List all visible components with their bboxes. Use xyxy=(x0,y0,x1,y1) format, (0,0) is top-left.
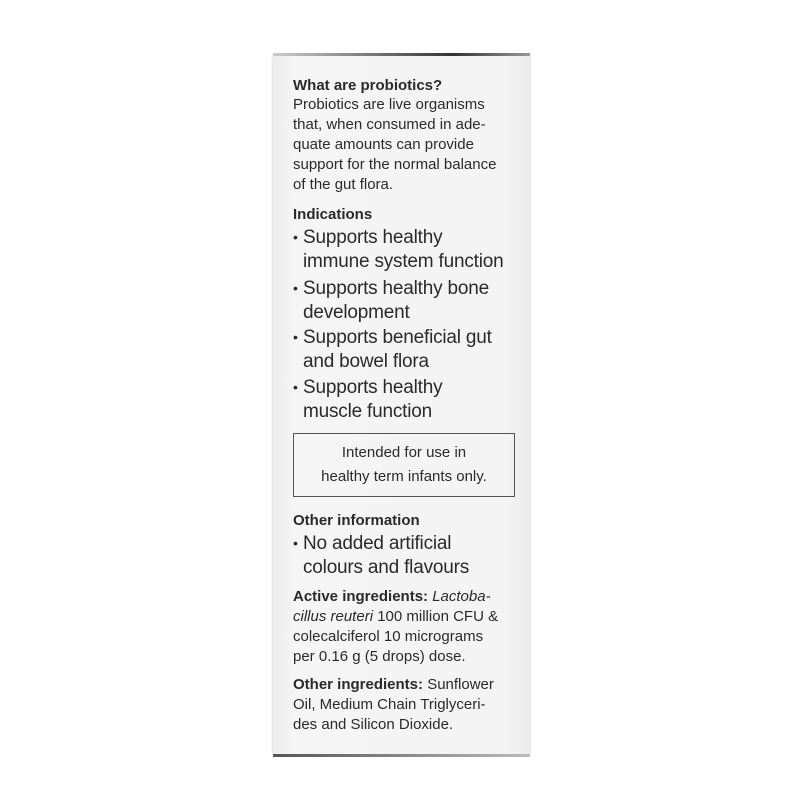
indications-heading: Indications xyxy=(293,206,373,223)
text-line: • Supports beneficial gut xyxy=(303,326,492,350)
active-ingredients xyxy=(293,587,498,667)
active-ingredients-label: Active ingredients: xyxy=(293,588,429,605)
text-line: of the gut flora. xyxy=(293,176,394,193)
text-line: healthy term infants only. xyxy=(321,468,487,485)
indication-item xyxy=(303,226,503,273)
text-line: colecalciferol 10 micrograms xyxy=(293,628,484,645)
indication-item xyxy=(303,326,492,373)
text-line: Intended for use in xyxy=(341,444,467,461)
other-information-item xyxy=(303,532,469,579)
text-line: 100 million CFU & xyxy=(377,608,499,625)
text-line: Sunflower xyxy=(427,676,494,693)
text-line: support for the normal balance xyxy=(293,156,497,173)
text-line: Probiotics are live organisms xyxy=(293,96,485,113)
text-line: immune system function xyxy=(303,250,504,272)
text-italic: cillus reuteri xyxy=(293,608,374,625)
probiotics-description xyxy=(293,95,496,195)
probiotics-heading: What are probiotics? xyxy=(293,77,443,94)
text-line: and bowel flora xyxy=(303,350,429,372)
text-line: per 0.16 g (5 drops) dose. xyxy=(293,648,466,665)
other-information-heading: Other information xyxy=(293,512,420,529)
text-line: • Supports healthy xyxy=(303,226,503,250)
text-line: Oil, Medium Chain Triglyceri- xyxy=(293,696,486,713)
text-line: development xyxy=(303,301,410,323)
text-line: • Supports healthy xyxy=(303,376,442,400)
text-line: muscle function xyxy=(303,400,433,422)
other-ingredients xyxy=(293,675,494,735)
indication-item xyxy=(303,277,489,324)
text-italic: Lactoba- xyxy=(432,588,491,605)
text-line: colours and flavours xyxy=(303,556,470,578)
infant-use-notice xyxy=(293,433,515,497)
text-line: that, when consumed in ade- xyxy=(293,116,486,133)
text-line: • Supports healthy bone xyxy=(303,277,489,301)
indication-item xyxy=(303,376,442,423)
text-line: quate amounts can provide xyxy=(293,136,474,153)
other-ingredients-label: Other ingredients: xyxy=(293,676,424,693)
text-line: des and Silicon Dioxide. xyxy=(293,716,454,733)
text-line: • No added artificial xyxy=(303,532,469,556)
